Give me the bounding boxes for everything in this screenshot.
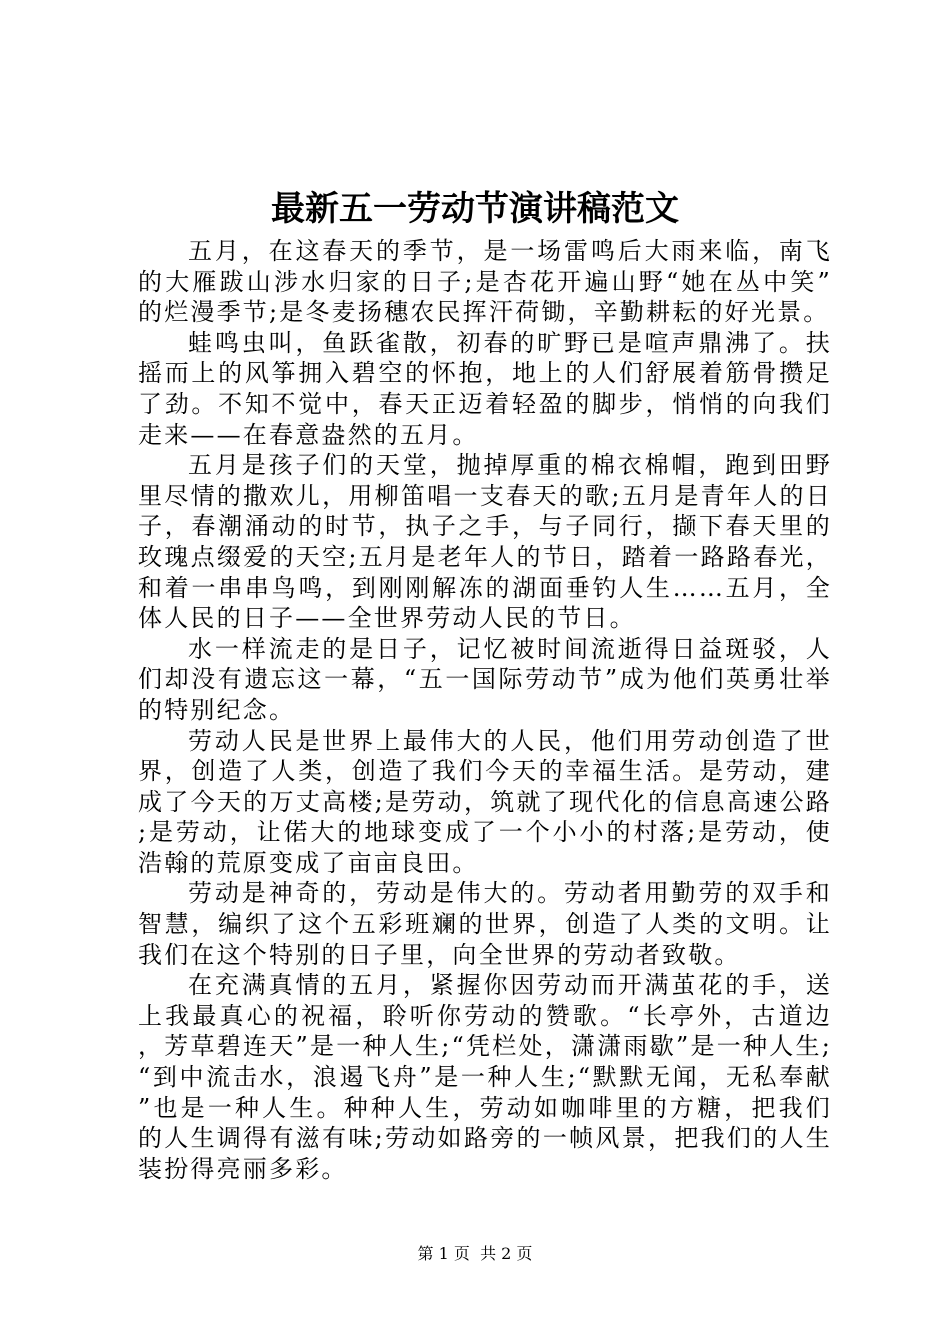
page-number-footer: 第 1 页 共 2 页	[417, 1244, 533, 1263]
paragraph: 五月，在这春天的季节，是一场雷鸣后大雨来临，南飞的大雁跋山涉水归家的日子;是杏花开遍山野“她在丛中笑”的烂漫季节;是冬麦扬穗农民挥汗荷锄，辛勤耕耘的好光景。	[138, 237, 832, 327]
paragraph: 在充满真情的五月，紧握你因劳动而开满茧花的手，送上我最真心的祝福，聆听你劳动的赞歌。“长亭外，古道边，芳草碧连天”是一种人生;“凭栏处，潇潇雨歇”是一种人生;“到中流击水，浪遏飞舟”是一种人生;“默默无闻，无私奉献”也是一种人生。种种人生，劳动如咖啡里的方糖，把我们的人生调得有滋有味;劳动如路旁的一帧风景，把我们的人生装扮得亮丽多彩。	[138, 971, 832, 1183]
paragraph: 五月是孩子们的天堂，抛掉厚重的棉衣棉帽，跑到田野里尽情的撒欢儿，用柳笛唱一支春天的歌;五月是青年人的日子，春潮涌动的时节，执子之手，与子同行，撷下春天里的玫瑰点缀爱的天空;五月是老年人的节日，踏着一路路春光，和着一串串鸟鸣，到刚刚解冻的湖面垂钓人生……五月，全体人民的日子——全世界劳动人民的节日。	[138, 451, 832, 633]
paragraph: 劳动是神奇的，劳动是伟大的。劳动者用勤劳的双手和智慧，编织了这个五彩班斓的世界，创造了人类的文明。让我们在这个特别的日子里，向全世界的劳动者致敬。	[138, 879, 832, 969]
paragraph: 劳动人民是世界上最伟大的人民，他们用劳动创造了世界，创造了人类，创造了我们今天的幸福生活。是劳动，建成了今天的万丈高楼;是劳动，筑就了现代化的信息高速公路;是劳动，让偌大的地球变成了一个小小的村落;是劳动，使浩翰的荒原变成了亩亩良田。	[138, 726, 832, 877]
paragraph: 水一样流走的是日子，记忆被时间流逝得日益斑驳，人们却没有遗忘这一幕，“五一国际劳动节”成为他们英勇壮举的特别纪念。	[138, 634, 832, 724]
document-body	[138, 236, 832, 1184]
document-title: 最新五一劳动节演讲稿范文	[271, 189, 679, 229]
paragraph: 蛙鸣虫叫，鱼跃雀散，初春的旷野已是喧声鼎沸了。扶摇而上的风筝拥入碧空的怀抱，地上的人们舒展着筋骨攒足了劲。不知不觉中，春天正迈着轻盈的脚步，悄悄的向我们走来——在春意盎然的五月。	[138, 328, 832, 449]
